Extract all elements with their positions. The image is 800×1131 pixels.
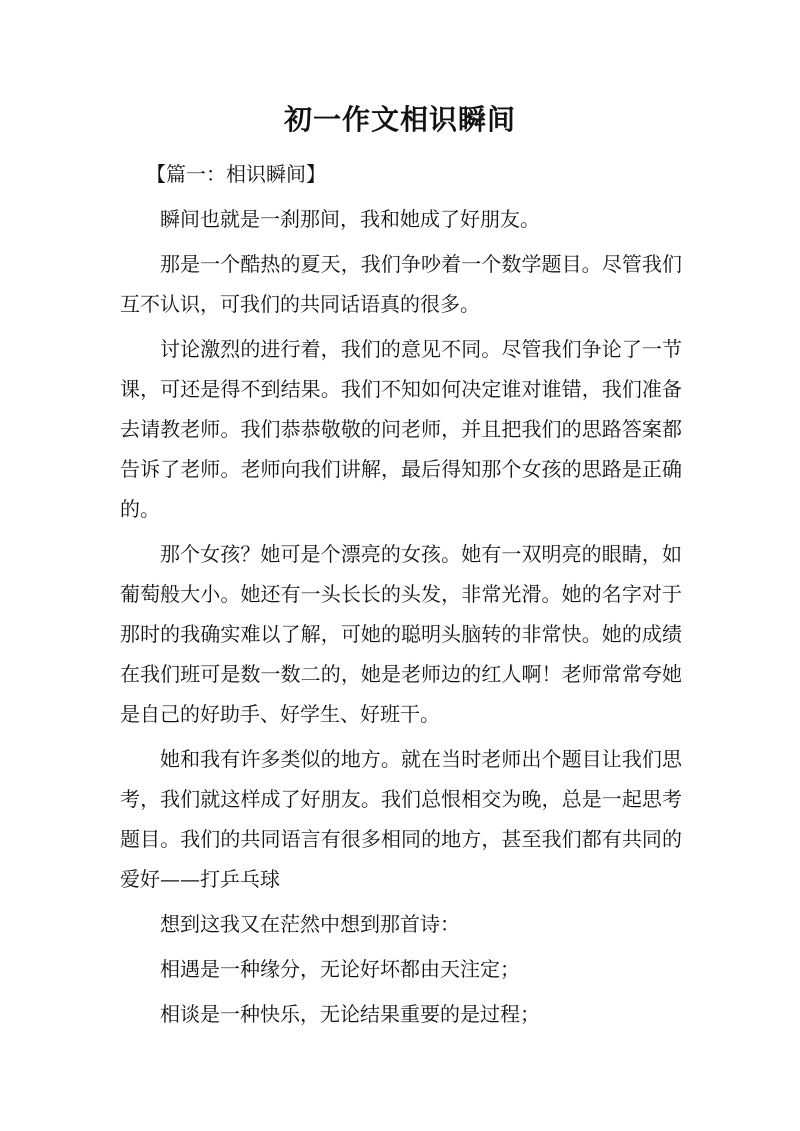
- paragraph-1: 瞬间也就是一刹那间，我和她成了好朋友。: [160, 207, 540, 231]
- paragraph-7: 相遇是一种缘分，无论好坏都由天注定；: [160, 957, 520, 981]
- document-body: [120, 154, 682, 1039]
- section-heading: 【篇一：相识瞬间】: [146, 162, 326, 186]
- document-title: 初一作文相识瞬间: [283, 103, 516, 136]
- paragraph-4: 那个女孩？她可是个漂亮的女孩。她有一双明亮的眼睛，如葡萄般大小。她还有一头长长的头发，非常光滑。她的名字对于那时的我确实难以了解，可她的聪明头脑转的非常快。她的成绩在我们班可是数一数二的，她是老师边的红人啊！老师常常夸她是自己的好助手、好学生、好班干。: [120, 542, 682, 726]
- paragraph-8: 相谈是一种快乐，无论结果重要的是过程；: [160, 1002, 540, 1026]
- paragraph-6: 想到这我又在茫然中想到那首诗：: [160, 912, 460, 936]
- paragraph-2: 那是一个酷热的夏天，我们争吵着一个数学题目。尽管我们互不认识，可我们的共同话语真的很多。: [120, 252, 682, 316]
- paragraph-5: 她和我有许多类似的地方。就在当时老师出个题目让我们思考，我们就这样成了好朋友。我们总恨相交为晚，总是一起思考题目。我们的共同语言有很多相同的地方，甚至我们都有共同的爱好——打乒乓球: [120, 747, 682, 891]
- paragraph-3: 讨论激烈的进行着，我们的意见不同。尽管我们争论了一节课，可还是得不到结果。我们不知如何决定谁对谁错，我们准备去请教老师。我们恭恭敬敬的问老师，并且把我们的思路答案都告诉了老师。老师向我们讲解，最后得知那个女孩的思路是正确的。: [120, 337, 682, 521]
